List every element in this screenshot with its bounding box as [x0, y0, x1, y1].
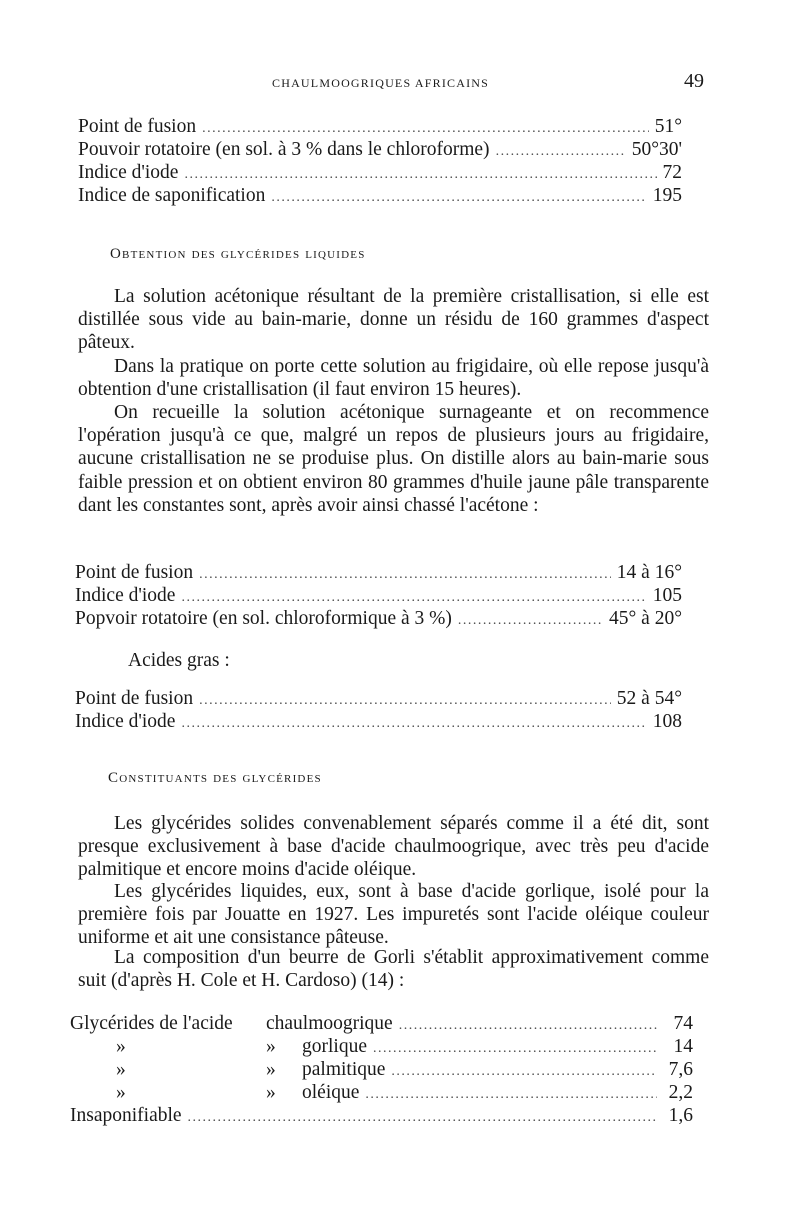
composition-row: Glycérides de l'acide chaulmoogrique ..... 74: [70, 1012, 693, 1035]
constants-table-1: [78, 115, 682, 207]
constant-row: Point de fusion ..... 51°: [78, 115, 682, 138]
section-heading: Constituants des glycérides: [108, 770, 322, 786]
paragraph: La solution acétonique résultant de la première cristallisation, si elle est distillée sous vide au bain-marie, donne un résidu de 160 grammes d'aspect pâteux.: [78, 286, 709, 354]
constant-row: Indice d'iode ..... 105: [75, 584, 682, 607]
fatty-acids-heading: Acides gras :: [128, 650, 230, 671]
paragraph: La composition d'un beurre de Gorli s'établit approximativement comme suit (d'après H. Cole et H. Cardoso) (14) :: [78, 947, 709, 992]
paragraph: Les glycérides liquides, eux, sont à base d'acide gorlique, isolé pour la première fois par Jouatte en 1927. Les impuretés sont l'acide oléique couleur uniforme et ait une consistance pâteuse.: [78, 881, 709, 949]
constant-row: Point de fusion ..... 52 à 54°: [75, 687, 682, 710]
page-number: 49: [684, 70, 704, 92]
composition-row: » » palmitique ..... 7,6: [70, 1058, 693, 1081]
constant-row: Point de fusion ..... 14 à 16°: [75, 561, 682, 584]
constant-row: Indice d'iode ..... 108: [75, 710, 682, 733]
constant-row: Indice de saponification ..... 195: [78, 184, 682, 207]
fatty-acids-table: [75, 687, 682, 733]
constants-table-2: [75, 561, 682, 630]
composition-row: Insaponifiable ..... 1,6: [70, 1104, 693, 1127]
running-title: CHAULMOOGRIQUES AFRICAINS: [272, 76, 490, 90]
composition-row: » » oléique ..... 2,2: [70, 1081, 693, 1104]
section-heading: Obtention des glycérides liquides: [110, 246, 366, 262]
paragraph: Dans la pratique on porte cette solution au frigidaire, où elle repose jusqu'à obtention d'une cristallisation (il faut environ 15 heures).: [78, 356, 709, 401]
constant-row: Indice d'iode ..... 72: [78, 161, 682, 184]
paragraph: Les glycérides solides convenablement séparés comme il a été dit, sont presque exclusivement à base d'acide chaulmoogrique, avec très peu d'acide palmitique et encore moins d'acide oléique.: [78, 813, 709, 881]
constant-row: Popvoir rotatoire (en sol. chloroformique à 3 %) ..... 45° à 20°: [75, 607, 682, 630]
composition-table: [70, 1012, 693, 1127]
paragraph: On recueille la solution acétonique surnageante et on recommence l'opération jusqu'à ce que, malgré un repos de plusieurs jours au frigidaire, aucune cristallisation ne se produise plus. On distille alors au bain-marie sous faible pression et on obtient environ 80 grammes d'huile jaune pâle transparente dant les constantes sont, après avoir ainsi chassé l'acétone :: [78, 402, 709, 516]
constant-row: Pouvoir rotatoire (en sol. à 3 % dans le chloroforme) ..... 50°30': [78, 138, 682, 161]
composition-row: » » gorlique ..... 14: [70, 1035, 693, 1058]
